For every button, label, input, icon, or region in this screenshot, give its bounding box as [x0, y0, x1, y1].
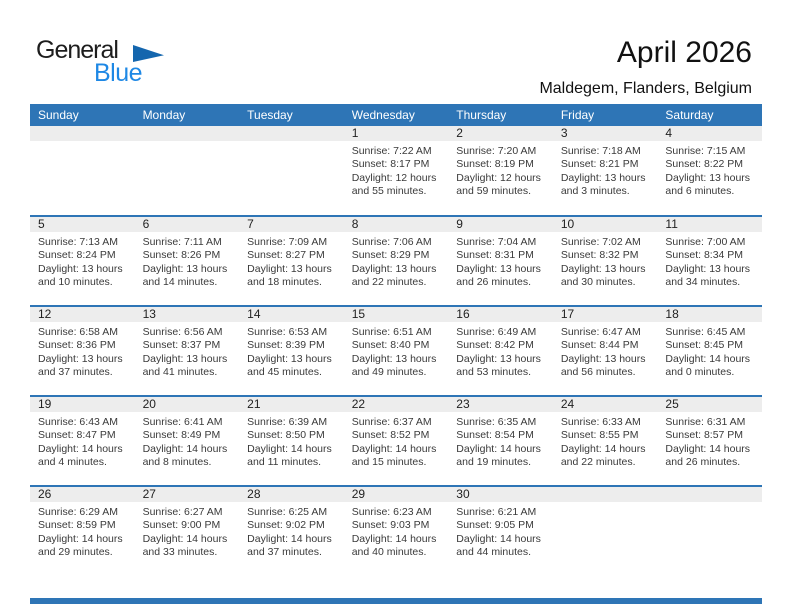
day-number: 16 [456, 307, 470, 321]
day-info-line: Sunset: 8:40 PM [351, 339, 430, 352]
day-info-line: Daylight: 14 hours [38, 442, 123, 455]
day-cell [344, 487, 449, 575]
day-info-line: and 22 minutes. [351, 276, 427, 289]
day-number: 10 [560, 217, 575, 231]
day-info-line: Daylight: 13 hours [38, 262, 123, 275]
day-number: 1 [351, 126, 359, 140]
day-info-line: Sunrise: 6:21 AM [456, 506, 537, 518]
day-info-line: Sunrise: 6:37 AM [351, 416, 432, 428]
day-info-line: Daylight: 14 hours [351, 532, 437, 545]
day-info-line: and 37 minutes. [247, 546, 322, 559]
empty-day-cell [30, 126, 135, 215]
day-info-line: Daylight: 13 hours [665, 262, 751, 275]
calendar-grid [30, 126, 762, 575]
day-cell [657, 307, 762, 395]
title-block [332, 36, 762, 98]
weekday-tuesday: Tuesday [247, 108, 293, 122]
day-cell [30, 307, 135, 395]
day-cell [344, 126, 449, 215]
day-info-line: Sunset: 8:39 PM [247, 339, 325, 352]
day-info-line: Sunset: 8:36 PM [38, 339, 116, 352]
day-info-line: Daylight: 14 hours [38, 532, 123, 545]
day-info-line: Sunset: 8:21 PM [560, 158, 639, 171]
day-cell [30, 397, 135, 485]
day-info-line: and 59 minutes. [456, 185, 531, 198]
day-info-line: Daylight: 12 hours [456, 171, 541, 184]
day-info-line: Sunrise: 6:41 AM [142, 416, 223, 428]
day-cell [135, 487, 240, 575]
general-blue-logo [36, 36, 196, 96]
day-info-line: Sunset: 8:45 PM [665, 339, 744, 352]
day-info-line: Daylight: 14 hours [456, 532, 541, 545]
day-cell [448, 487, 553, 575]
day-number: 24 [560, 397, 575, 411]
weekday-saturday: Saturday [665, 108, 714, 122]
day-number: 20 [142, 397, 156, 411]
day-cell [344, 307, 449, 395]
day-number: 9 [456, 217, 463, 231]
day-number: 11 [665, 217, 678, 231]
day-info-line: Sunrise: 6:53 AM [247, 326, 328, 338]
day-number: 5 [38, 217, 45, 231]
week-row [30, 395, 762, 485]
day-cell [239, 217, 344, 305]
day-info-line: Sunset: 8:47 PM [38, 429, 116, 442]
week-row [30, 215, 762, 305]
day-info-line: Sunset: 9:05 PM [456, 519, 534, 532]
empty-day-cell [657, 487, 762, 575]
day-info-line: Sunrise: 7:22 AM [351, 145, 432, 157]
day-info-line: Daylight: 13 hours [456, 262, 541, 275]
weekday-monday: Monday [142, 108, 186, 122]
day-info-line: Sunrise: 6:35 AM [456, 416, 537, 428]
day-info-line: Daylight: 14 hours [142, 442, 228, 455]
day-info-line: and 34 minutes. [665, 276, 741, 289]
day-info-line: Sunset: 8:17 PM [351, 158, 430, 171]
day-info-line: Sunrise: 7:06 AM [351, 236, 432, 248]
day-number: 23 [456, 397, 470, 411]
empty-day-cell [239, 126, 344, 215]
day-info-line: Sunrise: 6:23 AM [351, 506, 432, 518]
empty-day-cell [135, 126, 240, 215]
day-number: 13 [142, 307, 156, 321]
page-title: April 2026 [616, 36, 752, 69]
day-info-line: Sunset: 9:03 PM [351, 519, 430, 532]
day-info-line: Sunrise: 7:11 AM [142, 236, 222, 248]
day-cell [553, 307, 658, 395]
day-info-line: Daylight: 13 hours [665, 171, 751, 184]
day-cell [135, 307, 240, 395]
day-info-line: and 53 minutes. [456, 366, 531, 379]
calendar-bottom-border [30, 598, 762, 604]
day-info-line: Daylight: 14 hours [665, 352, 751, 365]
day-number: 22 [351, 397, 366, 411]
day-cell [239, 307, 344, 395]
day-info-line: Daylight: 13 hours [247, 352, 332, 365]
day-info-line: Daylight: 14 hours [247, 442, 332, 455]
day-info-line: and 3 minutes. [560, 185, 630, 198]
day-info-line: Daylight: 13 hours [456, 352, 541, 365]
day-number: 27 [142, 487, 156, 501]
day-info-line: and 14 minutes. [142, 276, 218, 289]
day-number: 26 [38, 487, 52, 501]
day-info-line: Daylight: 14 hours [142, 532, 228, 545]
day-info-line: Daylight: 13 hours [142, 262, 228, 275]
day-info-line: Daylight: 13 hours [38, 352, 123, 365]
day-number: 21 [247, 397, 261, 411]
day-info-line: Sunrise: 6:25 AM [247, 506, 328, 518]
day-info-line: Sunset: 8:49 PM [142, 429, 221, 442]
day-info-line: Sunrise: 6:49 AM [456, 326, 537, 338]
day-info-line: Daylight: 13 hours [560, 262, 646, 275]
day-info-line: and 19 minutes. [456, 456, 531, 469]
day-number: 28 [247, 487, 261, 501]
day-cell [135, 397, 240, 485]
day-info-line: Sunrise: 7:18 AM [560, 145, 641, 157]
day-info-line: Sunrise: 7:09 AM [247, 236, 328, 248]
day-number: 30 [456, 487, 470, 501]
day-cell [239, 397, 344, 485]
day-info-line: Sunset: 8:50 PM [247, 429, 325, 442]
week-row [30, 305, 762, 395]
day-info-line: and 33 minutes. [142, 546, 218, 559]
day-info-line: Sunset: 8:42 PM [456, 339, 534, 352]
day-info-line: and 29 minutes. [38, 546, 113, 559]
day-info-line: and 10 minutes. [38, 276, 113, 289]
day-info-line: Sunset: 9:00 PM [142, 519, 221, 532]
calendar [30, 104, 762, 575]
day-info-line: Daylight: 14 hours [351, 442, 437, 455]
day-info-line: and 0 minutes. [665, 366, 735, 379]
day-info-line: and 49 minutes. [351, 366, 427, 379]
day-info-line: Daylight: 13 hours [351, 262, 437, 275]
day-info-line: Sunrise: 7:02 AM [560, 236, 641, 248]
day-cell [553, 397, 658, 485]
day-info-line: Daylight: 13 hours [142, 352, 228, 365]
day-info-line: and 18 minutes. [247, 276, 322, 289]
day-cell [239, 487, 344, 575]
day-info-line: Sunset: 8:19 PM [456, 158, 534, 171]
week-row [30, 485, 762, 575]
day-info-line: Sunrise: 6:29 AM [38, 506, 118, 518]
day-info-line: Sunrise: 6:43 AM [38, 416, 118, 428]
day-number: 8 [351, 217, 359, 231]
logo-text-blue: Blue [94, 59, 143, 87]
day-info-line: Sunrise: 6:39 AM [247, 416, 328, 428]
day-info-line: and 37 minutes. [38, 366, 113, 379]
weekday-header [30, 104, 762, 126]
day-info-line: Sunset: 8:34 PM [665, 249, 744, 262]
day-info-line: Sunset: 8:54 PM [456, 429, 534, 442]
day-info-line: Sunset: 8:22 PM [665, 158, 744, 171]
day-info-line: Sunset: 8:44 PM [560, 339, 639, 352]
day-info-line: Sunrise: 6:27 AM [142, 506, 223, 518]
day-info-line: Sunrise: 7:13 AM [38, 236, 118, 248]
day-info-line: Sunset: 8:31 PM [456, 249, 534, 262]
day-info-line: Sunset: 8:52 PM [351, 429, 430, 442]
day-cell [448, 397, 553, 485]
day-info-line: Daylight: 13 hours [560, 171, 646, 184]
day-info-line: and 26 minutes. [665, 456, 741, 469]
day-info-line: and 40 minutes. [351, 546, 427, 559]
day-info-line: Sunrise: 7:20 AM [456, 145, 537, 157]
day-info-line: Sunset: 8:59 PM [38, 519, 116, 532]
day-info-line: Sunset: 8:37 PM [142, 339, 221, 352]
day-cell [344, 397, 449, 485]
day-info-line: and 4 minutes. [38, 456, 107, 469]
day-number: 29 [351, 487, 366, 501]
day-cell [135, 217, 240, 305]
day-info-line: and 41 minutes. [142, 366, 218, 379]
weekday-wednesday: Wednesday [351, 108, 415, 122]
day-info-line: Daylight: 14 hours [560, 442, 646, 455]
day-info-line: Sunset: 8:55 PM [560, 429, 639, 442]
day-number: 19 [38, 397, 52, 411]
day-cell [657, 217, 762, 305]
day-number: 15 [351, 307, 366, 321]
logo-text-general: General [36, 36, 118, 64]
day-number: 4 [665, 126, 673, 140]
day-info-line: Sunset: 8:26 PM [142, 249, 221, 262]
day-cell [448, 126, 553, 215]
day-cell [448, 217, 553, 305]
day-info-line: and 11 minutes. [247, 456, 322, 469]
empty-day-cell [553, 487, 658, 575]
day-info-line: Sunrise: 6:58 AM [38, 326, 118, 338]
day-info-line: Sunrise: 7:04 AM [456, 236, 537, 248]
day-info-line: Daylight: 13 hours [247, 262, 332, 275]
day-cell [30, 487, 135, 575]
day-info-line: and 6 minutes. [665, 185, 735, 198]
page-subtitle: Maldegem, Flanders, Belgium [539, 80, 752, 97]
day-info-line: Sunrise: 6:45 AM [665, 326, 746, 338]
day-info-line: Daylight: 13 hours [351, 352, 437, 365]
weekday-friday: Friday [560, 108, 595, 122]
day-info-line: and 55 minutes. [351, 185, 427, 198]
day-info-line: and 15 minutes. [351, 456, 427, 469]
day-info-line: and 44 minutes. [456, 546, 531, 559]
day-number: 25 [665, 397, 679, 411]
day-info-line: Daylight: 14 hours [456, 442, 541, 455]
day-info-line: and 45 minutes. [247, 366, 322, 379]
weekday-thursday: Thursday [456, 108, 507, 122]
day-cell [657, 126, 762, 215]
day-info-line: and 56 minutes. [560, 366, 636, 379]
day-info-line: Daylight: 12 hours [351, 171, 437, 184]
day-info-line: Sunset: 8:57 PM [665, 429, 744, 442]
day-number: 6 [142, 217, 150, 231]
day-info-line: Sunset: 8:32 PM [560, 249, 639, 262]
weekday-sunday: Sunday [38, 108, 79, 122]
day-info-line: and 30 minutes. [560, 276, 636, 289]
day-number: 14 [247, 307, 261, 321]
day-number: 17 [560, 307, 575, 321]
day-info-line: and 22 minutes. [560, 456, 636, 469]
day-info-line: Sunrise: 7:15 AM [665, 145, 746, 157]
day-cell [553, 126, 658, 215]
day-number: 18 [665, 307, 679, 321]
day-info-line: Daylight: 13 hours [560, 352, 646, 365]
day-cell [344, 217, 449, 305]
day-info-line: Sunrise: 6:31 AM [665, 416, 746, 428]
day-number: 12 [38, 307, 52, 321]
day-info-line: and 8 minutes. [142, 456, 212, 469]
day-info-line: Sunrise: 6:51 AM [351, 326, 432, 338]
day-info-line: Sunset: 8:24 PM [38, 249, 116, 262]
day-cell [448, 307, 553, 395]
day-info-line: Sunrise: 6:47 AM [560, 326, 641, 338]
day-cell [553, 217, 658, 305]
day-number: 3 [560, 126, 568, 140]
day-info-line: Sunset: 8:29 PM [351, 249, 430, 262]
day-cell [30, 217, 135, 305]
week-row [30, 126, 762, 215]
day-info-line: Sunrise: 6:56 AM [142, 326, 223, 338]
day-info-line: Daylight: 14 hours [247, 532, 332, 545]
day-info-line: Daylight: 14 hours [665, 442, 751, 455]
day-info-line: Sunrise: 7:00 AM [665, 236, 746, 248]
day-cell [657, 397, 762, 485]
day-info-line: Sunset: 9:02 PM [247, 519, 325, 532]
day-info-line: Sunrise: 6:33 AM [560, 416, 641, 428]
day-number: 7 [247, 217, 254, 231]
day-info-line: Sunset: 8:27 PM [247, 249, 325, 262]
day-number: 2 [456, 126, 463, 140]
day-info-line: and 26 minutes. [456, 276, 531, 289]
